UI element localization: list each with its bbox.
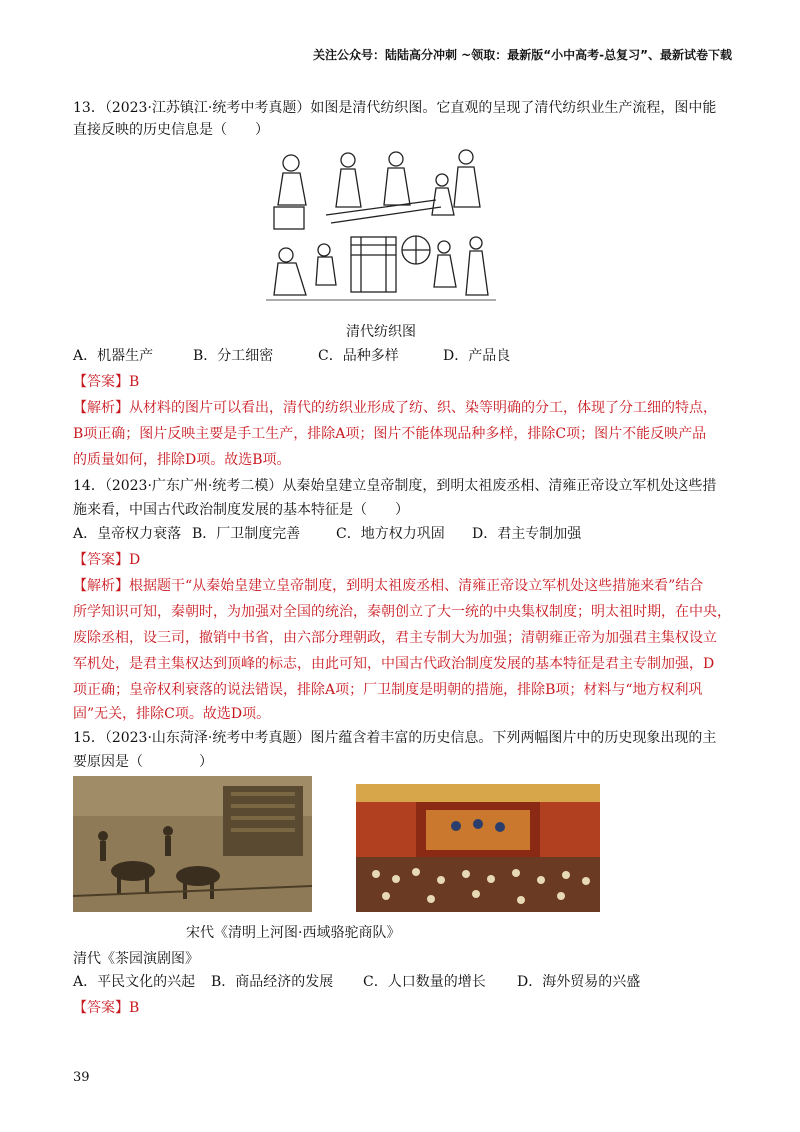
q13-analysis-line3: 的质量如何，排除D项。故选B项。 xyxy=(73,452,291,468)
q13-answer-value: B xyxy=(129,374,140,390)
q14-stem-line1: 14．（2023·广东广州·统考二模）从秦始皇建立皇帝制度，到明太祖废丞相、清雍正帝设立军机处这些措 xyxy=(73,478,717,494)
q14-option-b[interactable]: B．厂卫制度完善 xyxy=(192,526,301,542)
page-header: 关注公众号：陆陆高分冲刺 ~领取：最新版“小中高考-总复习”、最新试卷下载 xyxy=(313,48,732,62)
q13-stem-line1: 13．（2023·江苏镇江·统考中考真题）如图是清代纺织图。它直观的呈现了清代纺织业生产流程，图中能 xyxy=(73,100,717,116)
camel-caravan-painting-icon xyxy=(73,776,312,912)
weaving-drawing-icon xyxy=(266,145,496,315)
q13-analysis-line2: B项正确；图片反映主要是手工生产，排除A项；图片不能体现品种多样，排除C项；图片不能反映产品 xyxy=(73,426,707,442)
q13-analysis-line1 xyxy=(73,398,717,418)
q14-analysis-line3: 废除丞相，设三司，撤销中书省，由六部分理朝政，君主专制大为加强；清朝雍正帝为加强君主集权设立 xyxy=(73,630,717,646)
q15-options xyxy=(73,972,640,992)
q14-answer-tag: 【答案】 xyxy=(73,552,129,568)
q13-analysis-text-1: 从材料的图片可以看出，清代的纺织业形成了纺、织、染等明确的分工，体现了分工细的特点， xyxy=(129,400,717,416)
page-number: 39 xyxy=(73,1070,90,1085)
q14-stem-line2: 施来看，中国古代政治制度发展的基本特征是（ ） xyxy=(73,502,409,518)
q14-answer xyxy=(73,550,140,570)
q15-stem-line2: 要原因是（ ） xyxy=(73,754,213,770)
q14-analysis-line6: 固”无关，排除C项。故选D项。 xyxy=(73,706,271,722)
q15-option-d[interactable]: D．海外贸易的兴盛 xyxy=(517,974,641,990)
q13-options xyxy=(73,346,510,366)
q15-option-b[interactable]: B．商品经济的发展 xyxy=(211,974,334,990)
q14-option-a[interactable]: A．皇帝权力衰落 xyxy=(73,526,182,542)
q14-option-c[interactable]: C．地方权力巩固 xyxy=(336,526,445,542)
q15-painting-teahouse-opera xyxy=(356,784,600,912)
q15-painting-camel-caravan xyxy=(73,776,312,912)
teahouse-opera-painting-icon xyxy=(356,784,600,912)
q13-answer-tag: 【答案】 xyxy=(73,374,129,390)
q15-caption-left: 宋代《清明上河图·西域骆驼商队》 xyxy=(186,925,401,941)
q14-analysis-line4: 军机处，是君主集权达到顶峰的标志，由此可知，中国古代政治制度发展的基本特征是君主专制加强，D xyxy=(73,656,715,672)
q14-analysis-line2: 所学知识可知，秦朝时，为加强对全国的统治，秦朝创立了大一统的中央集权制度；明太祖时期，在中央， xyxy=(73,604,731,620)
q13-analysis-tag: 【解析】 xyxy=(73,400,129,416)
q15-caption-right: 清代《茶园演剧图》 xyxy=(73,951,199,967)
q13-option-b[interactable]: B．分工细密 xyxy=(193,348,274,364)
q15-answer-value: B xyxy=(129,1000,140,1016)
q13-figure-caption: 清代纺织图 xyxy=(346,324,416,340)
q15-option-c[interactable]: C．人口数量的增长 xyxy=(363,974,486,990)
q14-analysis-tag: 【解析】 xyxy=(73,578,129,594)
q15-answer-tag: 【答案】 xyxy=(73,1000,129,1016)
q14-answer-value: D xyxy=(129,552,141,568)
q15-stem-line1: 15．（2023·山东菏泽·统考中考真题）图片蕴含着丰富的历史信息。下列两幅图片中的历史现象出现的主 xyxy=(73,730,717,746)
q14-analysis-line5: 项正确；皇帝权利衰落的说法错误，排除A项；厂卫制度是明朝的措施，排除B项；材料与“地方权利巩 xyxy=(73,682,703,698)
q15-answer xyxy=(73,998,139,1018)
q14-options xyxy=(73,524,581,544)
q13-option-c[interactable]: C．品种多样 xyxy=(318,348,399,364)
q13-option-d[interactable]: D．产品良 xyxy=(443,348,511,364)
q13-weaving-illustration xyxy=(266,145,496,340)
q14-option-d[interactable]: D．君主专制加强 xyxy=(472,526,582,542)
q14-analysis-line1 xyxy=(73,576,703,596)
q13-option-a[interactable]: A．机器生产 xyxy=(73,348,154,364)
q13-answer xyxy=(73,372,139,392)
q14-analysis-text-1: 根据题干“从秦始皇建立皇帝制度，到明太祖废丞相、清雍正帝设立军机处这些措施来看”结合 xyxy=(129,578,704,594)
q13-stem-line2: 直接反映的历史信息是（ ） xyxy=(73,122,269,138)
q15-option-a[interactable]: A．平民文化的兴起 xyxy=(73,974,196,990)
